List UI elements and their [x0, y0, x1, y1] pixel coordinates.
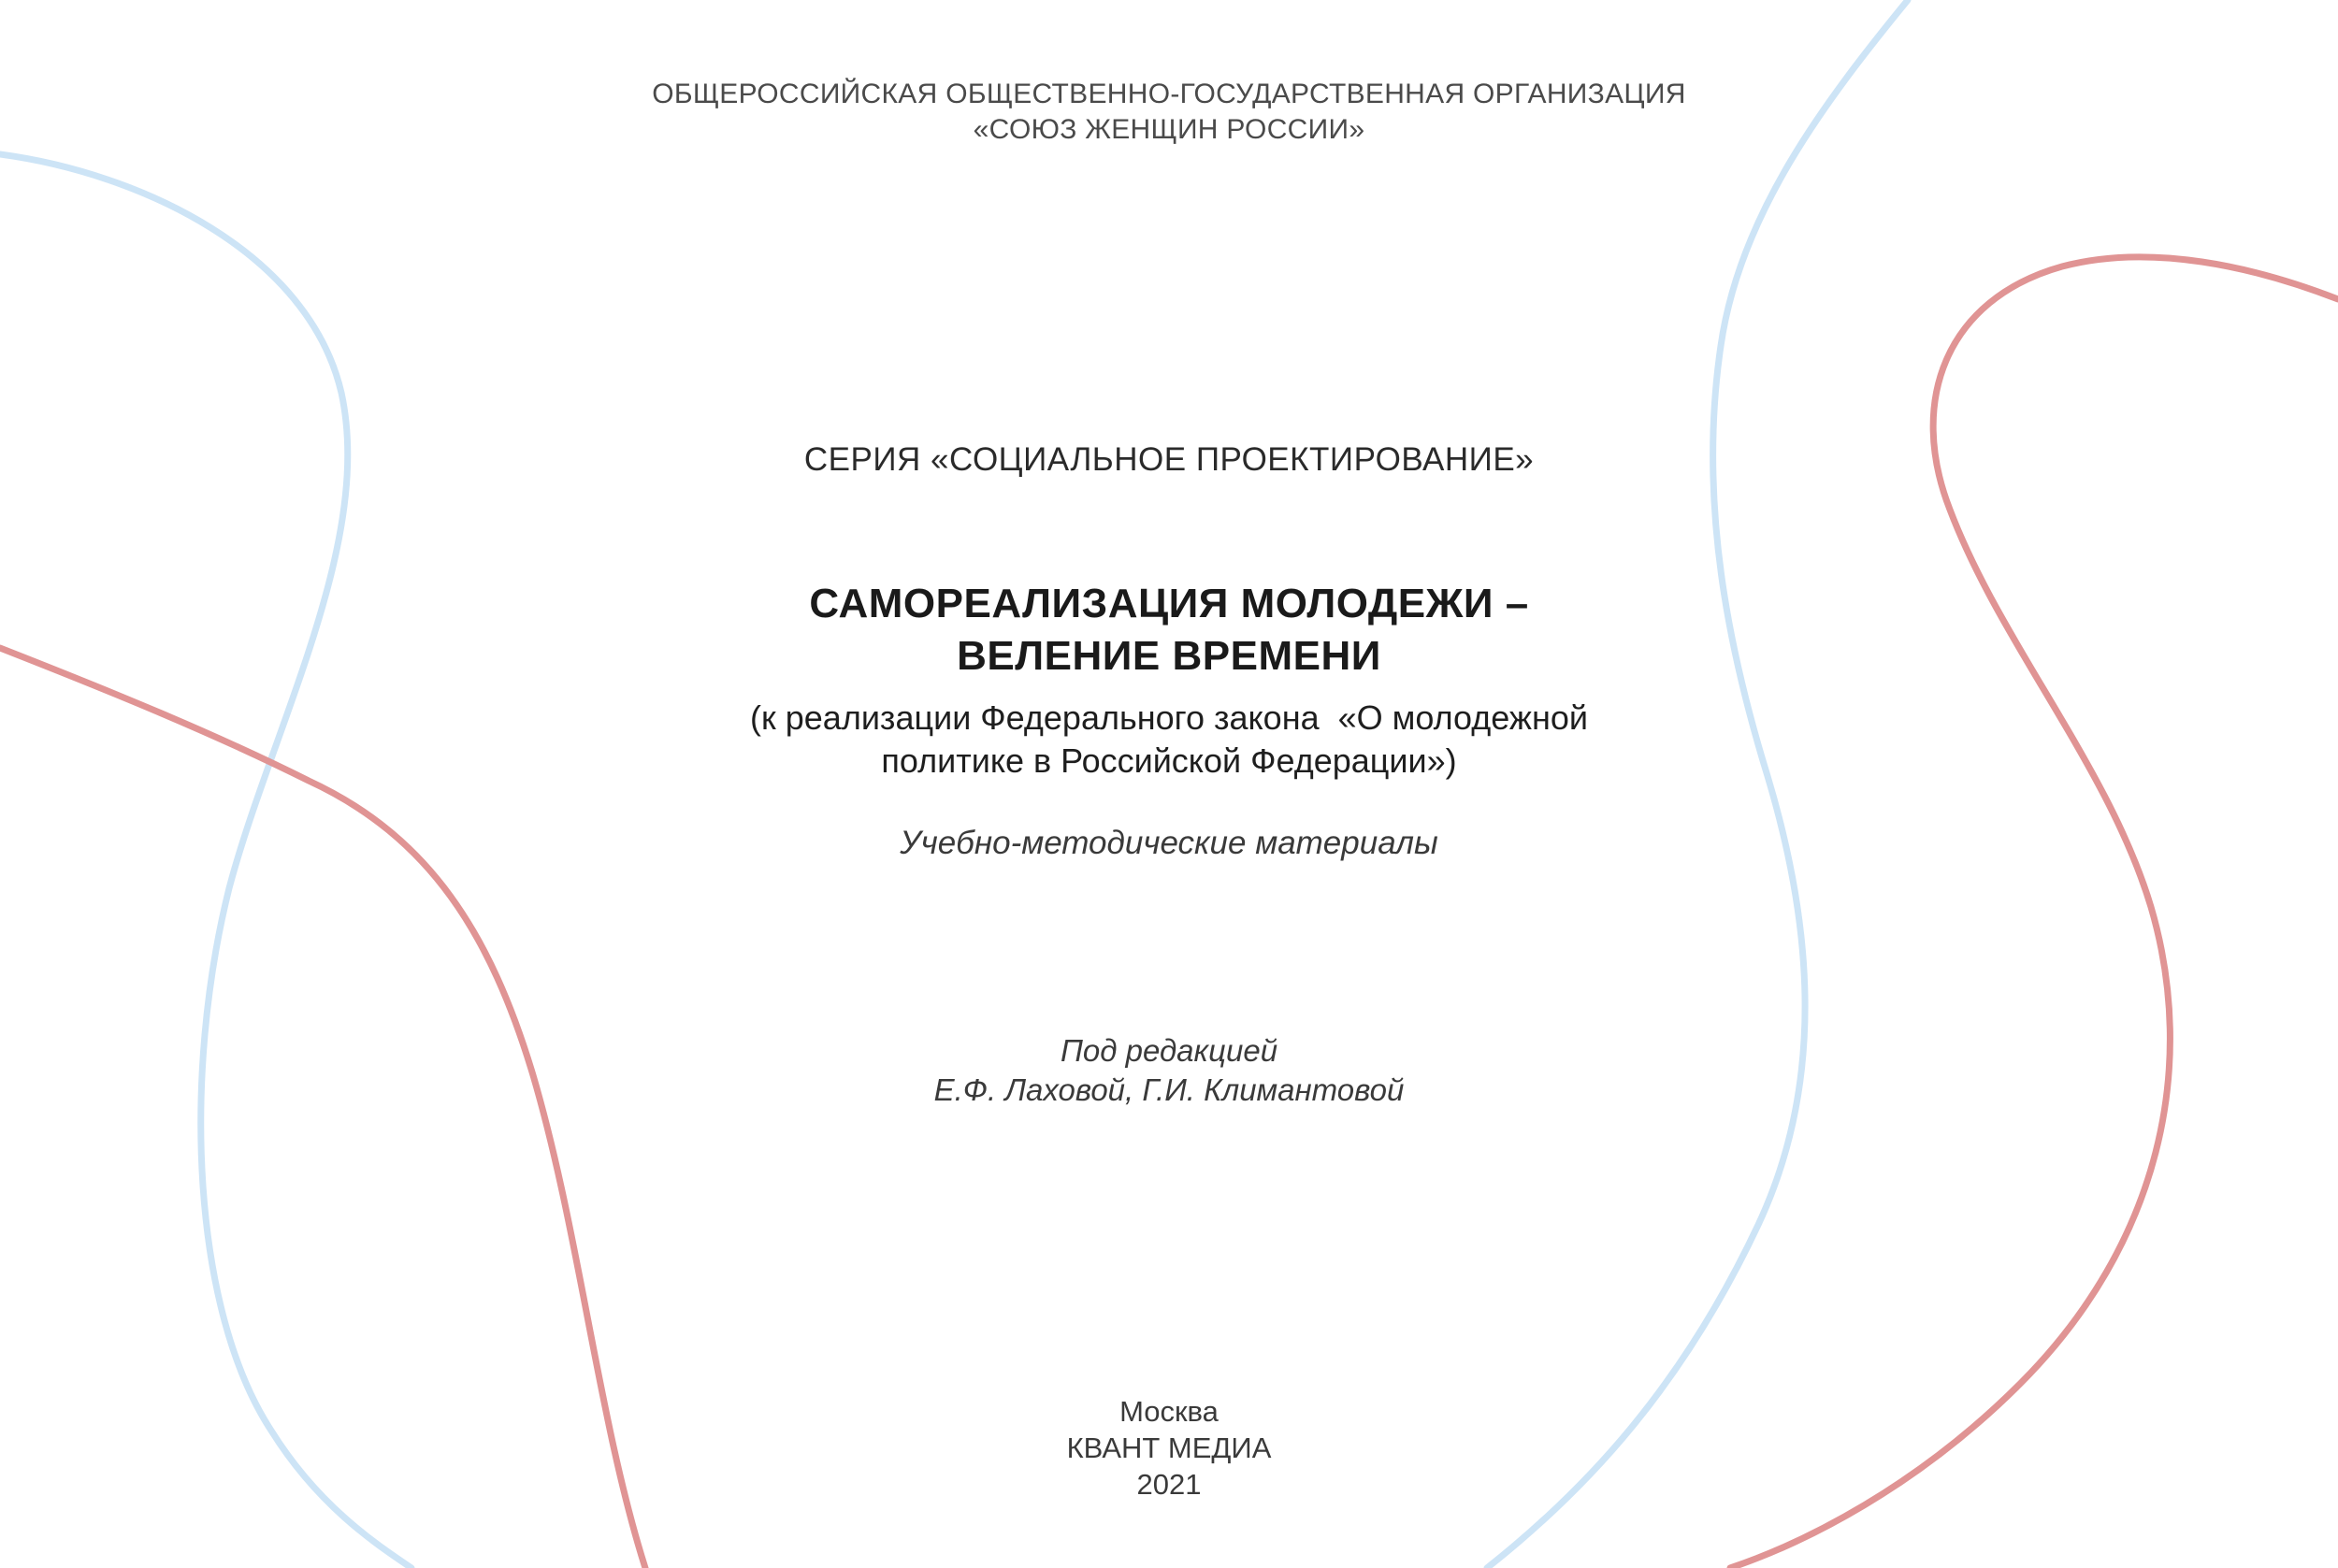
- book-subtitle-line-2: политике в Российской Федерации»): [881, 741, 1457, 780]
- material-type: [0, 823, 2338, 864]
- imprint-city: Москва: [1119, 1395, 1219, 1428]
- book-subtitle: [0, 697, 2338, 783]
- editors: [0, 1031, 2338, 1110]
- blue-curve-right: [1487, 0, 1908, 1568]
- book-title-line-1: САМОРЕАЛИЗАЦИЯ МОЛОДЕЖИ –: [809, 581, 1529, 626]
- book-subtitle-line-1: (к реализации Федерального закона «О молодежной: [750, 698, 1588, 737]
- organization-header: [0, 77, 2338, 148]
- book-title: [0, 578, 2338, 683]
- imprint: [0, 1393, 2338, 1503]
- organization-line-2: «СОЮЗ ЖЕНЩИН РОССИИ»: [973, 114, 1365, 145]
- book-title-line-2: ВЕЛЕНИЕ ВРЕМЕНИ: [957, 633, 1381, 679]
- series-label: СЕРИЯ «СОЦИАЛЬНОЕ ПРОЕКТИРОВАНИЕ»: [803, 441, 1535, 478]
- material-type-label: Учебно-методические материалы: [900, 825, 1438, 861]
- editors-names: Е.Ф. Лаховой, Г.И. Климантовой: [933, 1072, 1405, 1107]
- imprint-publisher: КВАНТ МЕДИА: [1066, 1431, 1272, 1464]
- series-title: [0, 439, 2338, 481]
- imprint-year: 2021: [1136, 1468, 1202, 1501]
- organization-line-1: ОБЩЕРОССИЙСКАЯ ОБЩЕСТВЕННО-ГОСУДАРСТВЕННАЯ ОРГАНИЗАЦИЯ: [652, 79, 1686, 109]
- editors-label: Под редакцией: [1060, 1033, 1278, 1068]
